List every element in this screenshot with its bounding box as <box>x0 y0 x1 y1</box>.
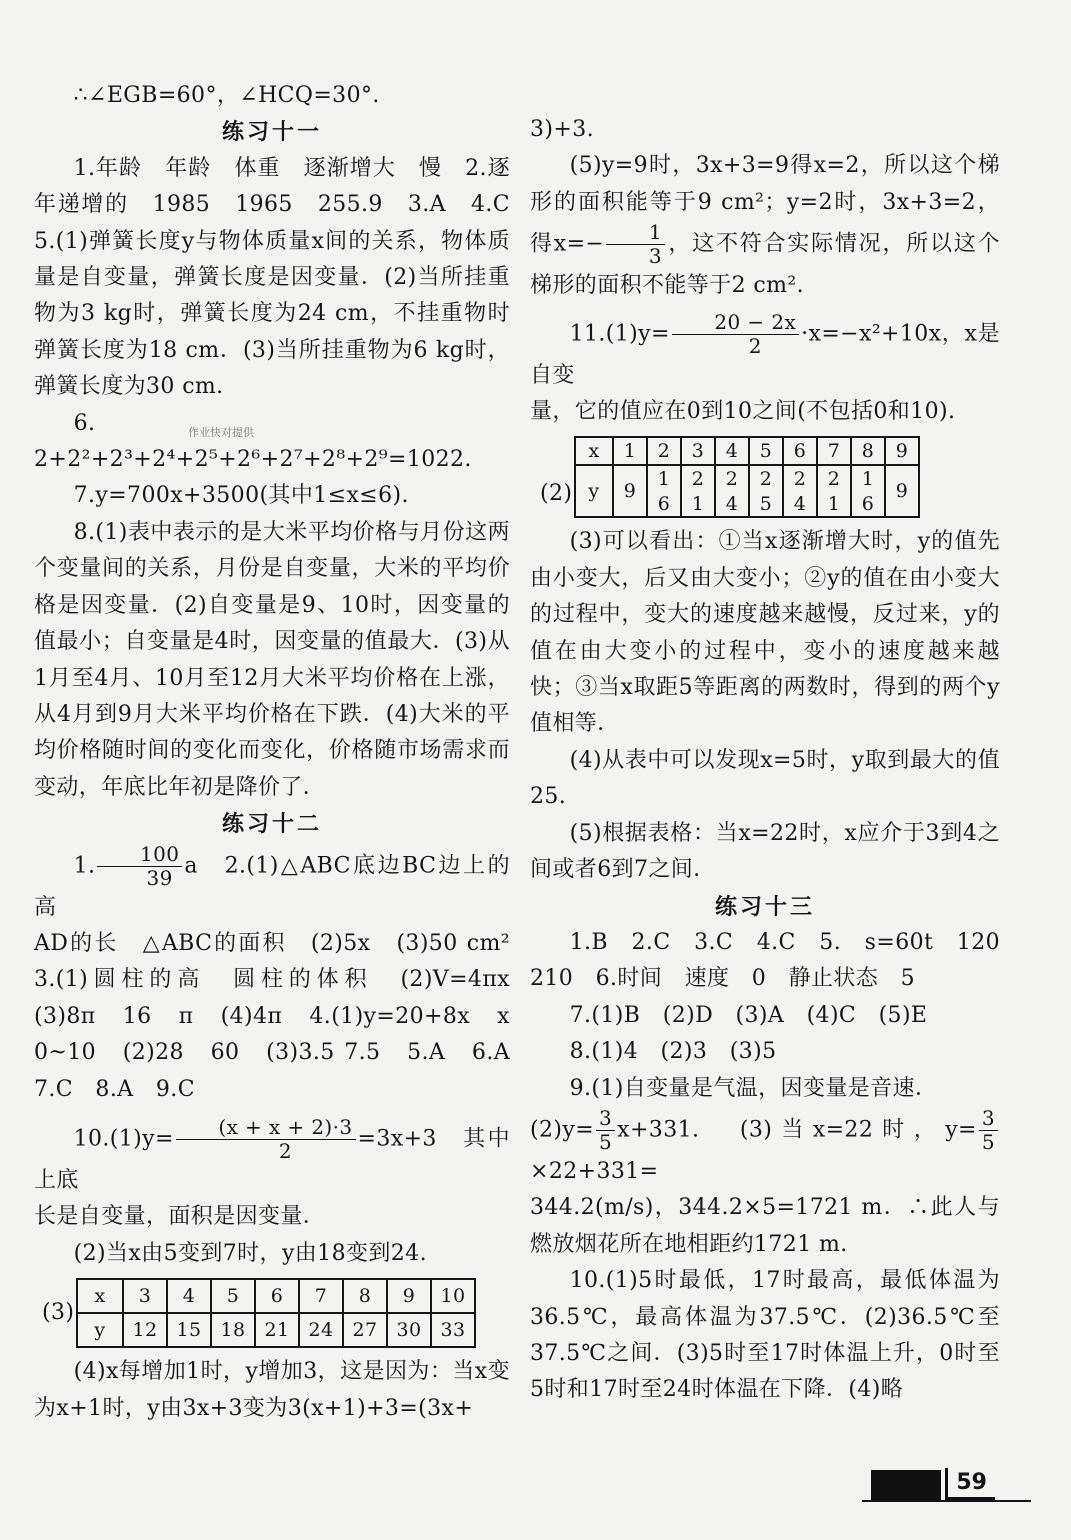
denominator: 39 <box>146 865 173 890</box>
table-cell: 1 <box>647 465 681 491</box>
answer-paragraph: 1.B 2.C 3.C 4.C 5. s=60t 120 210 6.时间 速度 0 静止状态 5 <box>530 929 1023 992</box>
inline-text: ×22+331= <box>530 1158 659 1184</box>
table-cell: y <box>77 1313 123 1347</box>
answer-paragraph: 6. 2+2²+2³+2⁴+2⁵+2⁶+2⁷+2⁸+2⁹=1022. <box>34 410 472 473</box>
table-cell: 1 <box>613 437 647 465</box>
table-cell: 4 <box>167 1279 211 1313</box>
right-column <box>530 112 1023 1409</box>
answer-paragraph: (5)根据表格：当x=22时，x应介于3到4之间或者6到7之间． <box>530 820 1000 883</box>
table-cell: 4 <box>715 437 749 465</box>
section-heading: 练习十一 <box>221 119 322 146</box>
numerator: 20 − 2x <box>672 311 799 335</box>
answer-paragraph: 8.(1)表中表示的是大米平均价格与月份这两个变量间的关系，月份是自变量，大米的平均价格是因变量．(2)自变量是9、10时，因变量的值最小；自变量是4时，因变量的值最大．(3)从1月至4月、10月至12月大米平均价格在上涨，从4月到9月大米平均价格在下跌．(4)大米的平均价格随时间的变化而变化，价格随市场需求而变动，年底比年初是降价了． <box>34 519 510 800</box>
answer-paragraph: 长是自变量，面积是因变量． <box>34 1204 326 1230</box>
table-cell: 4 <box>715 491 749 517</box>
table-cell: 2 <box>783 465 817 491</box>
answer-paragraph: 量，它的值应在0到10之间(不包括0和10). <box>530 399 956 425</box>
denominator: 2 <box>748 333 762 358</box>
answer-paragraph: 8.(1)4 (2)3 (3)5 <box>569 1039 777 1065</box>
inline-text: ·x=−x²+10x，x是自变 <box>530 321 1000 388</box>
table-cell: 6 <box>647 491 681 517</box>
table-cell: 8 <box>851 437 885 465</box>
table-label: (2) <box>540 481 573 507</box>
table-block <box>540 436 1000 518</box>
table-cell: 4 <box>783 491 817 517</box>
table-cell: 5 <box>749 491 783 517</box>
denominator: 2 <box>278 1138 293 1163</box>
inline-text: 10.(1)y= <box>73 1126 174 1152</box>
table-cell: 12 <box>123 1313 167 1347</box>
answer-paragraph <box>34 843 510 926</box>
inline-text: (2)y= <box>530 1117 595 1143</box>
denominator: 3 <box>648 244 662 269</box>
inline-text: 1. <box>73 853 96 879</box>
answer-line: ∴∠EGB=60°，∠HCQ=30°. <box>73 83 380 108</box>
answer-paragraph <box>530 148 1000 304</box>
fraction <box>606 221 665 268</box>
answer-line: 3)+3. <box>530 117 595 142</box>
table-cell: 5 <box>749 437 783 465</box>
table-cell: x <box>77 1279 123 1313</box>
watermark-stamp: 作业快对提供 <box>188 426 254 439</box>
fraction <box>672 311 799 358</box>
table-cell: 6 <box>255 1279 299 1313</box>
table-cell: x <box>575 437 613 465</box>
table-cell: 9 <box>885 465 919 517</box>
answer-paragraph <box>530 1107 1000 1190</box>
table-block <box>42 1278 510 1348</box>
inline-text: x+331. (3)当x=22时，y= <box>617 1117 977 1143</box>
section-heading: 练习十二 <box>221 811 322 838</box>
table-row <box>77 1313 475 1347</box>
table-cell: 3 <box>681 437 715 465</box>
table-cell: 1 <box>817 491 851 517</box>
page-number-bar <box>871 1470 941 1500</box>
table-row <box>575 465 919 491</box>
numerator: 3 <box>596 1107 615 1131</box>
left-column <box>34 78 533 1427</box>
table-cell: 9 <box>387 1279 431 1313</box>
table-cell: 6 <box>783 437 817 465</box>
table-cell: 10 <box>431 1279 475 1313</box>
value-table <box>76 1278 476 1348</box>
inline-text: 11.(1)y= <box>569 321 670 347</box>
numerator: 1 <box>606 221 665 245</box>
table-cell: 3 <box>123 1279 167 1313</box>
table-cell: 1 <box>851 465 885 491</box>
table-cell: 9 <box>885 437 919 465</box>
value-table <box>574 436 920 518</box>
answer-paragraph: (3)可以看出：①当x逐渐增大时，y的值先由小变大，后又由大变小；②y的值在由小变大的过程中，变大的速度越来越慢，反过来，y的值在由大变小的过程中，变小的速度越来越快；③当x取距5等距离的两数时，得到的两个y值相等． <box>530 529 1000 737</box>
inline-text: (5)y=9时，3x+3=9得x=2，所以这个梯形的面积能等于9 cm²；y=2时，3x+3=2，得x=− <box>530 153 1000 257</box>
table-cell: 21 <box>255 1313 299 1347</box>
inline-text: ，这不符合实际情况，所以这个梯形的面积不能等于2 cm². <box>530 231 1000 299</box>
fraction <box>97 843 182 890</box>
inline-text: a 2.(1)△ABC底边BC边上的高 <box>34 853 510 920</box>
table-cell: 8 <box>343 1279 387 1313</box>
answer-paragraph: 1.年龄 年龄 体重 逐渐增大 慢 2.逐年递增的 1985 1965 255.9 3.A 4.C 5.(1)弹簧长度y与物体质量x间的关系，物体质量是自变量，弹簧长度是因变量．(2)当所挂重物为3 kg时，弹簧长度为24 cm，不挂重物时弹簧长度为18 cm．(3)当所挂重物为6 kg时，弹簧长度为30 cm. <box>34 155 533 400</box>
table-cell: 9 <box>613 465 647 517</box>
table-label: (3) <box>42 1299 75 1325</box>
inline-text: =3x+3 其中上底 <box>34 1126 510 1193</box>
table-cell: 2 <box>817 465 851 491</box>
table-cell: 7 <box>299 1279 343 1313</box>
table-cell: 7 <box>817 437 851 465</box>
page-number-block <box>871 1468 995 1500</box>
table-cell: 2 <box>715 465 749 491</box>
numerator: 100 <box>97 843 182 867</box>
fraction <box>596 1107 615 1154</box>
numerator: (x + x + 2)·3 <box>176 1116 356 1140</box>
table-cell: 30 <box>387 1313 431 1347</box>
table-cell: 2 <box>749 465 783 491</box>
table-cell: 2 <box>681 465 715 491</box>
table-cell: 18 <box>211 1313 255 1347</box>
answer-paragraph: (2)当x由5变到7时，y由18变到24. <box>73 1240 427 1266</box>
table-cell: 24 <box>299 1313 343 1347</box>
section-heading: 练习十三 <box>714 893 815 920</box>
answer-paragraph: 7.(1)B (2)D (3)A (4)C (5)E <box>569 1002 928 1028</box>
table-cell: 1 <box>681 491 715 517</box>
answer-paragraph: AD的长 △ABC的面积 (2)5x (3)50 cm² 3.(1)圆柱的高 圆柱的体积 (2)V=4πx (3)8π 16 π (4)4π 4.(1)y=20+8x x 0~10 (2)28 60 (3)3.5 7.5 5.A 6.A 7.C 8.A 9.C <box>34 930 533 1102</box>
answer-paragraph: 9.(1)自变量是气温，因变量是音速． <box>569 1075 938 1101</box>
footer-rule <box>862 1500 1031 1502</box>
table-row <box>575 437 919 465</box>
answer-paragraph: (4)x每增加1时，y增加3，这是因为：当x变为x+1时，y由3x+3变为3(x+1)+3=(3x+ <box>34 1359 510 1421</box>
answer-paragraph <box>530 311 1000 394</box>
table-cell: 15 <box>167 1313 211 1347</box>
table-cell: 2 <box>647 437 681 465</box>
denominator: 5 <box>981 1129 995 1154</box>
page-number: 59 <box>945 1468 995 1500</box>
answer-paragraph: 7.y=700x+3500(其中1≤x≤6). <box>73 483 409 509</box>
table-row <box>77 1279 475 1313</box>
answer-paragraph: 344.2(m/s)，344.2×5=1721 m．∴此人与燃放烟花所在地相距约1721 m. <box>530 1195 1000 1257</box>
table-cell: 5 <box>211 1279 255 1313</box>
answer-paragraph: (4)从表中可以发现x=5时，y取到最大的值25. <box>530 747 1000 810</box>
table-cell: 33 <box>431 1313 475 1347</box>
fraction <box>176 1116 356 1163</box>
numerator: 3 <box>979 1107 998 1131</box>
fraction <box>979 1107 998 1154</box>
table-cell: 6 <box>851 491 885 517</box>
table-cell: 27 <box>343 1313 387 1347</box>
table-cell: y <box>575 465 613 517</box>
answer-paragraph: 10.(1)5时最低，17时最高，最低体温为36.5℃，最高体温为37.5℃．(2)36.5℃至37.5℃之间．(3)5时至17时体温上升，0时至5时和17时至24时体温在下降．(4)略 <box>530 1268 1000 1403</box>
answer-paragraph <box>34 1116 510 1199</box>
denominator: 5 <box>599 1129 613 1154</box>
